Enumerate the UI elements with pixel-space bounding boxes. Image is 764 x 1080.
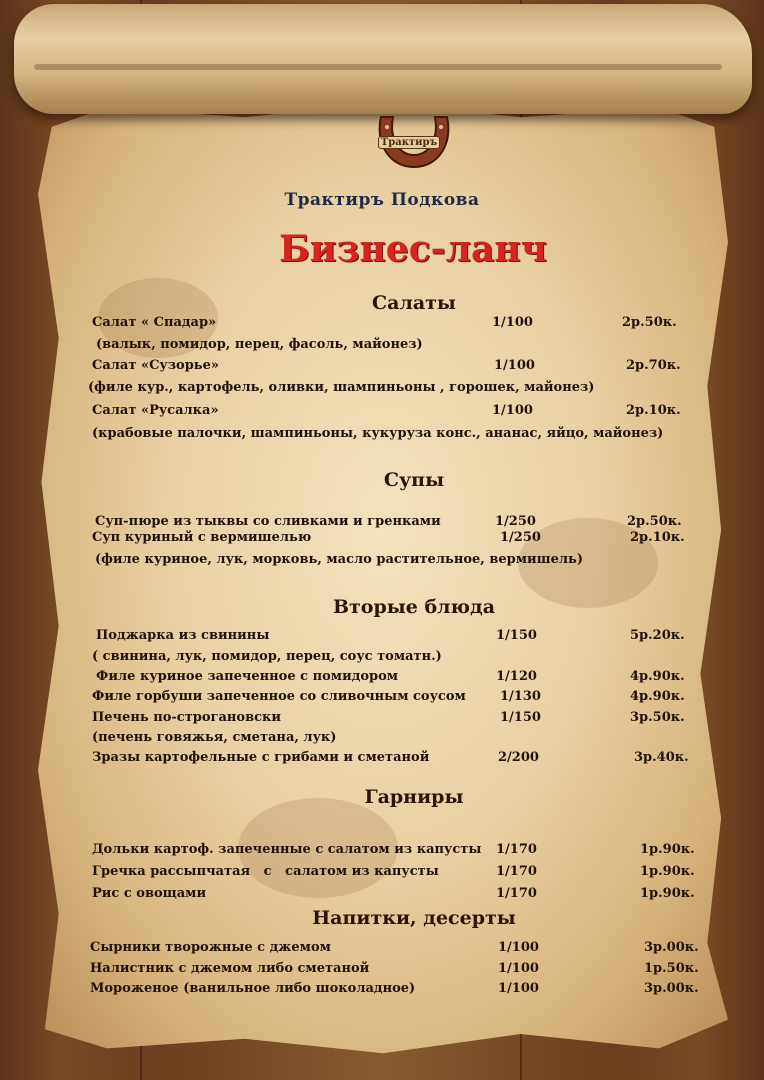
item-name: Салат «Сузорье» xyxy=(92,358,220,373)
item-weight: 1/250 xyxy=(495,514,536,529)
item-name: Филе горбуши запеченное со сливочным соусом xyxy=(92,689,466,704)
item-price: 3р.40к. xyxy=(634,750,689,765)
page-title: Бизнес-ланч xyxy=(279,228,547,270)
item-weight: 1/250 xyxy=(500,530,541,545)
item-name: Печень по-строгановски xyxy=(92,710,282,725)
section-heading-salads: Салаты xyxy=(372,292,456,314)
item-price: 2р.70к. xyxy=(626,358,681,373)
logo-label: Трактиръ xyxy=(378,136,440,149)
item-weight: 1/130 xyxy=(500,689,541,704)
item-weight: 1/100 xyxy=(492,403,533,418)
item-weight: 1/170 xyxy=(496,886,537,901)
item-price: 3р.50к. xyxy=(630,710,685,725)
item-name: Мороженое (ванильное либо шоколадное) xyxy=(90,981,416,996)
item-name: Налистник с джемом либо сметаной xyxy=(90,961,370,976)
item-price: 3р.00к. xyxy=(644,981,699,996)
item-weight: 1/170 xyxy=(496,842,537,857)
item-weight: 1/100 xyxy=(498,961,539,976)
item-price: 2р.10к. xyxy=(630,530,685,545)
item-weight: 1/170 xyxy=(496,864,537,879)
item-weight: 1/100 xyxy=(498,940,539,955)
section-heading-drinks: Напитки, десерты xyxy=(312,907,516,929)
item-price: 2р.50к. xyxy=(622,315,677,330)
item-name: Гречка рассыпчатая с салатом из капусты xyxy=(92,864,439,879)
item-name: Суп куриный с вермишелью xyxy=(92,530,312,545)
item-price: 1р.90к. xyxy=(640,864,695,879)
item-name: Зразы картофельные с грибами и сметаной xyxy=(92,750,430,765)
item-weight: 1/150 xyxy=(500,710,541,725)
item-price: 1р.90к. xyxy=(640,842,695,857)
item-price: 2р.10к. xyxy=(626,403,681,418)
item-description: (крабовые палочки, шампиньоны, кукуруза конс., ананас, яйцо, майонез) xyxy=(92,426,664,441)
item-description: (печень говяжья, сметана, лук) xyxy=(92,730,337,745)
item-price: 3р.00к. xyxy=(644,940,699,955)
item-name: Сырники творожные с джемом xyxy=(90,940,331,955)
item-price: 1р.50к. xyxy=(644,961,699,976)
item-name: Суп-пюре из тыквы со сливками и гренками xyxy=(95,514,441,529)
item-price: 2р.50к. xyxy=(627,514,682,529)
item-weight: 1/100 xyxy=(494,358,535,373)
section-heading-mains: Вторые блюда xyxy=(332,596,496,618)
item-weight: 1/100 xyxy=(498,981,539,996)
restaurant-name: Трактиръ Подкова xyxy=(284,190,480,210)
item-name: Поджарка из свинины xyxy=(96,628,270,643)
item-weight: 1/150 xyxy=(496,628,537,643)
section-heading-soups: Супы xyxy=(383,469,445,491)
section-heading-garnish: Гарниры xyxy=(364,786,464,808)
item-name: Салат «Русалка» xyxy=(92,403,219,418)
item-weight: 2/200 xyxy=(498,750,539,765)
item-price: 1р.90к. xyxy=(640,886,695,901)
item-description: (валык, помидор, перец, фасоль, майонез) xyxy=(96,337,423,352)
item-weight: 1/100 xyxy=(492,315,533,330)
item-price: 4р.90к. xyxy=(630,669,685,684)
item-price: 5р.20к. xyxy=(630,628,685,643)
item-description: ( свинина, лук, помидор, перец, соус томатн.) xyxy=(92,649,442,664)
item-description: (филе кур., картофель, оливки, шампиньоны , горошек, майонез) xyxy=(88,380,595,395)
item-weight: 1/120 xyxy=(496,669,537,684)
item-price: 4р.90к. xyxy=(630,689,685,704)
item-name: Филе куриное запеченное с помидором xyxy=(96,669,399,684)
item-description: (филе куриное, лук, морковь, масло растительное, вермишель) xyxy=(95,552,584,567)
item-name: Дольки картоф. запеченные с салатом из капусты xyxy=(92,842,482,857)
item-name: Рис с овощами xyxy=(92,886,207,901)
item-name: Салат « Спадар» xyxy=(92,315,217,330)
